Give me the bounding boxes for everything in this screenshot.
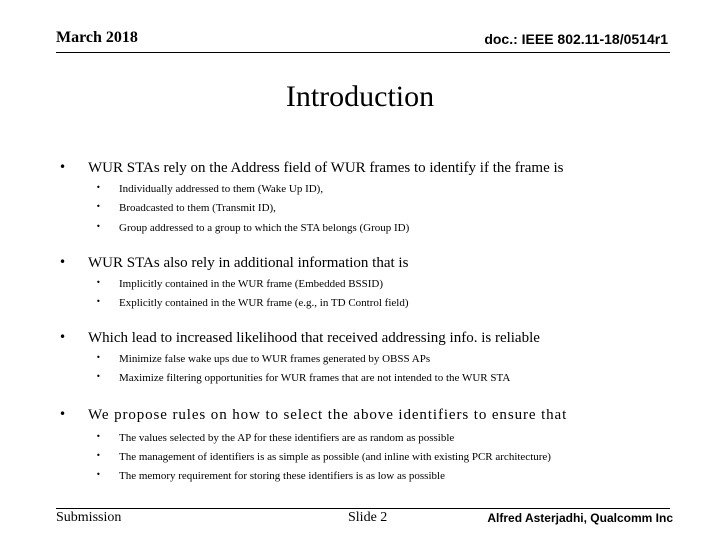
sub-bullet-marker: • [96, 432, 101, 441]
slide-title: Introduction [285, 80, 435, 113]
footer-slide-number: Slide 2 [348, 510, 388, 525]
sub-bullet-text: Implicitly contained in the WUR frame (Embedded BSSID) [119, 278, 384, 290]
bullet-text: Which lead to increased likelihood that received addressing info. is reliable [88, 330, 540, 346]
bullet-text: WUR STAs rely on the Address field of WUR frames to identify if the frame is [88, 160, 564, 176]
bullet-text: We propose rules on how to select the above identifiers to ensure that [88, 407, 568, 423]
footer-author: Alfred Asterjadhi, Qualcomm Inc [487, 511, 673, 525]
sub-bullet-marker: • [96, 183, 101, 192]
bullet-marker: • [59, 160, 67, 174]
sub-bullet-text: Broadcasted to them (Transmit ID), [119, 202, 276, 214]
bullet-marker: • [59, 330, 67, 344]
sub-bullet-text: The values selected by the AP for these identifiers are as random as possible [119, 432, 455, 444]
sub-bullet-text: The memory requirement for storing these identifiers is as low as possible [119, 470, 445, 482]
sub-bullet-text: Group addressed to a group to which the STA belongs (Group ID) [119, 222, 410, 234]
bullet-marker: • [59, 407, 67, 421]
sub-bullet-marker: • [96, 470, 101, 479]
footer-submission: Submission [56, 510, 122, 525]
sub-bullet-text: The management of identifiers is as simple as possible (and inline with existing PCR architecture) [119, 451, 551, 463]
sub-bullet-text: Maximize filtering opportunities for WUR frames that are not intended to the WUR STA [119, 372, 511, 384]
sub-bullet-marker: • [96, 222, 101, 231]
footer-divider [56, 508, 670, 509]
sub-bullet-marker: • [96, 372, 101, 381]
header-doc-id: doc.: IEEE 802.11-18/0514r1 [484, 31, 668, 47]
bullet-marker: • [59, 255, 67, 269]
bullet-text: WUR STAs also rely in additional information that is [88, 255, 409, 271]
sub-bullet-marker: • [96, 278, 101, 287]
sub-bullet-text: Individually addressed to them (Wake Up ID), [119, 183, 324, 195]
sub-bullet-marker: • [96, 202, 101, 211]
sub-bullet-marker: • [96, 451, 101, 460]
sub-bullet-text: Minimize false wake ups due to WUR frames generated by OBSS APs [119, 353, 431, 365]
header-date: March 2018 [56, 29, 138, 46]
sub-bullet-text: Explicitly contained in the WUR frame (e.g., in TD Control field) [119, 297, 409, 309]
sub-bullet-marker: • [96, 297, 101, 306]
sub-bullet-marker: • [96, 353, 101, 362]
